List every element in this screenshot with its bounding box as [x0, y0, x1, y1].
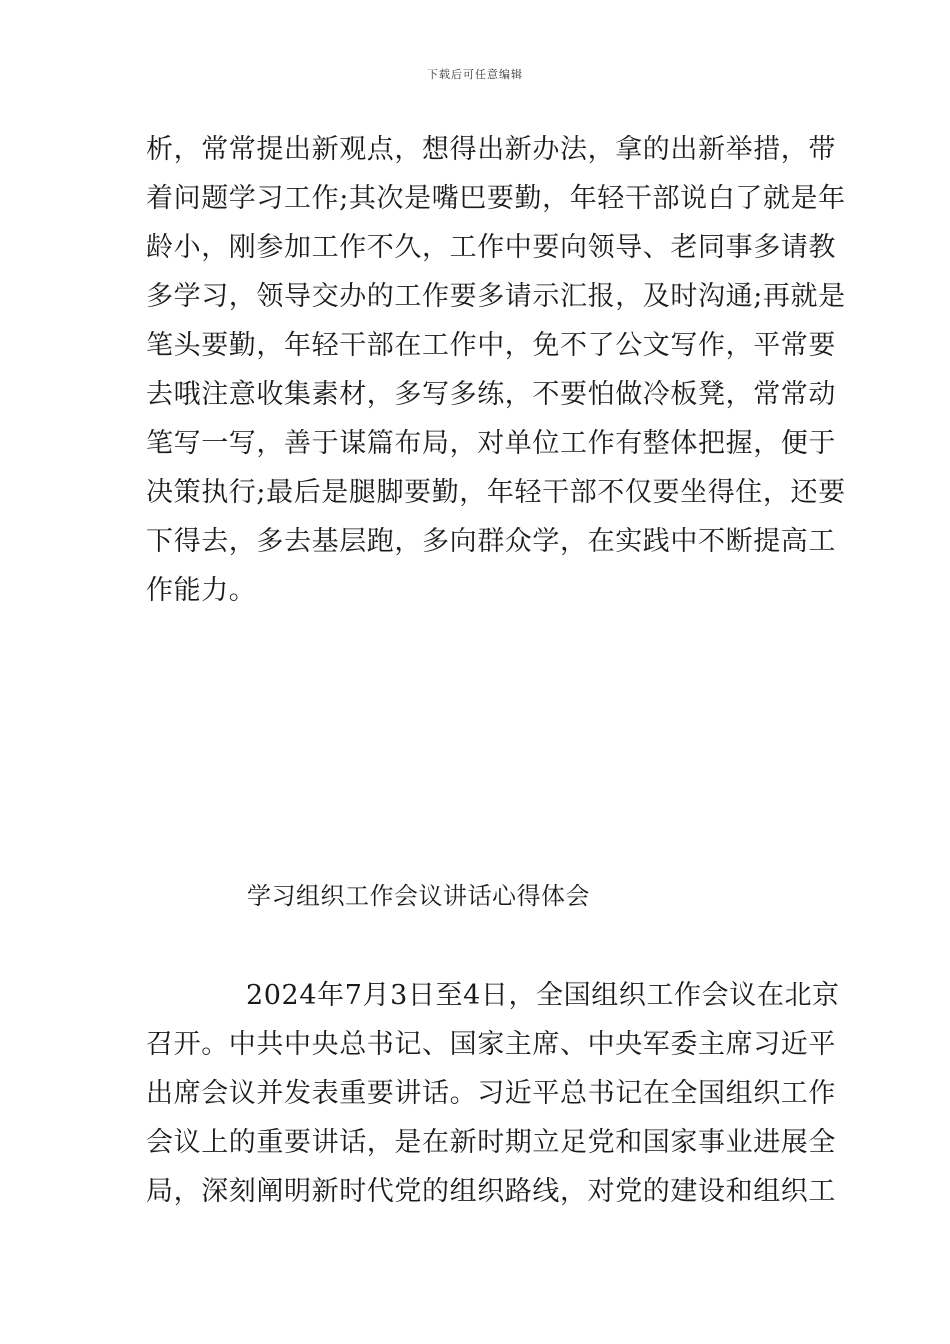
paragraph-line: 2024年7月3日至4日，全国组织工作会议在北京: [246, 980, 840, 1011]
paragraph-line: 着问题学习工作;其次是嘴巴要勤，年轻干部说白了就是年: [146, 183, 846, 214]
section-title: 学习组织工作会议讲话心得体会: [247, 882, 590, 910]
header-note: 下载后可任意编辑: [427, 68, 523, 81]
paragraph-line: 局，深刻阐明新时代党的组织路线，对党的建设和组织工: [146, 1176, 836, 1207]
paragraph-line: 龄小，刚参加工作不久，工作中要向领导、老同事多请教: [146, 232, 836, 263]
paragraph-line: 笔头要勤，年轻干部在工作中，免不了公文写作，平常要: [146, 330, 836, 361]
paragraph-line: 作能力。: [146, 575, 257, 606]
paragraph-line: 出席会议并发表重要讲话。习近平总书记在全国组织工作: [146, 1078, 836, 1109]
paragraph-line: 去哦注意收集素材，多写多练，不要怕做冷板凳，常常动: [146, 379, 836, 410]
paragraph-line: 析，常常提出新观点，想得出新办法，拿的出新举措，带: [146, 134, 836, 165]
paragraph-line: 笔写一写，善于谋篇布局，对单位工作有整体把握，便于: [146, 428, 836, 459]
paragraph-line: 下得去，多去基层跑，多向群众学，在实践中不断提高工: [146, 526, 836, 557]
paragraph-line: 召开。中共中央总书记、国家主席、中央军委主席习近平: [146, 1029, 836, 1060]
paragraph-line: 会议上的重要讲话，是在新时期立足党和国家事业进展全: [146, 1127, 836, 1158]
paragraph-line: 多学习，领导交办的工作要多请示汇报，及时沟通;再就是: [146, 281, 846, 312]
paragraph-line: 决策执行;最后是腿脚要勤，年轻干部不仅要坐得住，还要: [146, 477, 846, 508]
